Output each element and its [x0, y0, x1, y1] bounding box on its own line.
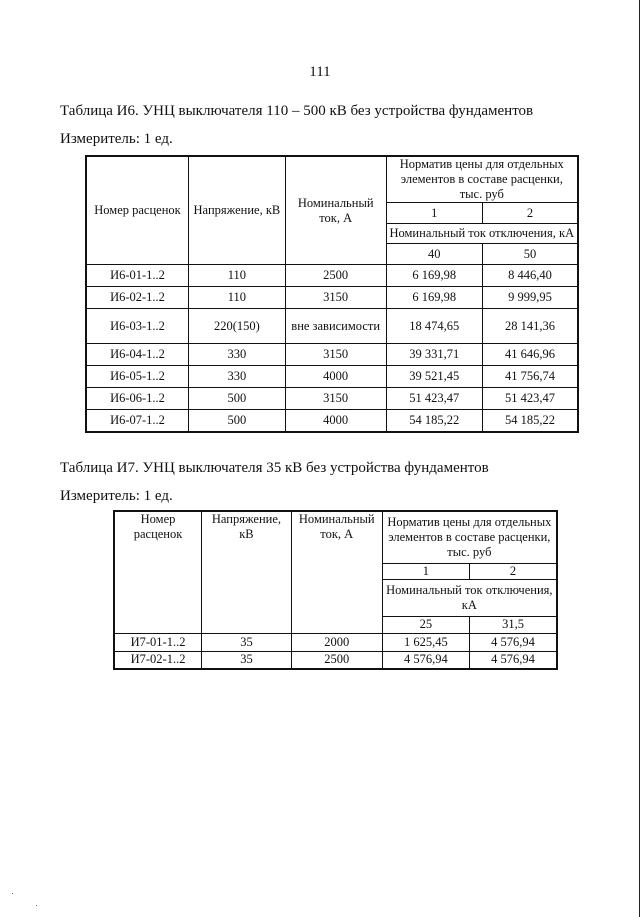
scan-speck: [36, 905, 37, 906]
t6-header-col1: 1: [386, 203, 482, 224]
table6-caption: Таблица И6. УНЦ выключателя 110 – 500 кВ без устройства фундаментов: [60, 103, 534, 119]
table-row: [86, 265, 578, 287]
t6-cell: 110: [189, 265, 286, 287]
t7-header-voltage: Напряжение, кВ: [202, 511, 292, 633]
t6-cell: 330: [189, 344, 286, 366]
t7-header-col2: 2: [470, 563, 557, 579]
t6-cell: 41 756,74: [483, 366, 578, 388]
t6-header-code: Номер расценок: [86, 156, 189, 265]
t7-cell: 4 576,94: [470, 651, 557, 669]
t7-cell: 35: [202, 651, 292, 669]
t6-cell: 51 423,47: [386, 388, 482, 410]
t6-cell: 6 169,98: [386, 287, 482, 309]
t6-cell: 41 646,96: [483, 344, 578, 366]
t6-cell: 3150: [285, 287, 386, 309]
t6-header-price: Норматив цены для отдельных элементов в составе расценки, тыс. руб: [386, 156, 578, 203]
t6-cell: 330: [189, 366, 286, 388]
t7-header-current: Номинальный ток, А: [291, 511, 382, 633]
t7-cell: И7-01-1..2: [114, 633, 202, 651]
t6-cell: вне зависимости: [285, 309, 386, 344]
t6-cell: 8 446,40: [483, 265, 578, 287]
t6-cell: И6-04-1..2: [86, 344, 189, 366]
t6-cell: 39 331,71: [386, 344, 482, 366]
t7-cell: И7-02-1..2: [114, 651, 202, 669]
t7-header-price: Норматив цены для отдельных элементов в составе расценки, тыс. руб: [382, 511, 557, 563]
t6-cell: 2500: [285, 265, 386, 287]
t7-header-col1: 1: [382, 563, 469, 579]
t6-cell: 500: [189, 388, 286, 410]
table-row: [86, 287, 578, 309]
table-row: [114, 651, 557, 669]
t7-cell: 4 576,94: [470, 633, 557, 651]
t6-cell: И6-07-1..2: [86, 410, 189, 432]
page-number: 111: [309, 64, 331, 80]
t7-cell: 2000: [291, 633, 382, 651]
t7-header-code: Номер расценок: [114, 511, 202, 633]
table6-measure: Измеритель: 1 ед.: [60, 131, 173, 147]
t7-cell: 35: [202, 633, 292, 651]
t6-cell: 220(150): [189, 309, 286, 344]
t6-header-current: Номинальный ток, А: [285, 156, 386, 265]
t6-cell: И6-01-1..2: [86, 265, 189, 287]
t6-cell: 54 185,22: [386, 410, 482, 432]
t6-cell: 18 474,65: [386, 309, 482, 344]
t6-cell: 39 521,45: [386, 366, 482, 388]
t6-cell: 3150: [285, 388, 386, 410]
t6-cell: И6-05-1..2: [86, 366, 189, 388]
t7-header-b2: 31,5: [470, 616, 557, 633]
t6-cell: 500: [189, 410, 286, 432]
t6-cell: И6-06-1..2: [86, 388, 189, 410]
table-row: [86, 344, 578, 366]
table-row: [86, 388, 578, 410]
t6-cell: 110: [189, 287, 286, 309]
t6-header-breaking: Номинальный ток отключения, кА: [386, 224, 578, 244]
t7-cell: 4 576,94: [382, 651, 469, 669]
table7-caption: Таблица И7. УНЦ выключателя 35 кВ без устройства фундаментов: [60, 460, 489, 476]
t7-header-breaking: Номинальный ток отключения, кА: [382, 579, 557, 616]
t6-header-voltage: Напряжение, кВ: [189, 156, 286, 265]
scan-speck: [12, 893, 13, 894]
t7-cell: 1 625,45: [382, 633, 469, 651]
t7-cell: 2500: [291, 651, 382, 669]
t6-header-b2: 50: [483, 244, 578, 265]
table7: [113, 510, 558, 670]
table-row: [86, 309, 578, 344]
t6-cell: 4000: [285, 410, 386, 432]
table-row: [86, 410, 578, 432]
t6-header-col2: 2: [483, 203, 578, 224]
t6-cell: 51 423,47: [483, 388, 578, 410]
table-row: [86, 366, 578, 388]
t6-header-b1: 40: [386, 244, 482, 265]
table6: [85, 155, 579, 433]
t6-cell: 54 185,22: [483, 410, 578, 432]
t6-cell: И6-03-1..2: [86, 309, 189, 344]
t6-cell: 3150: [285, 344, 386, 366]
t6-cell: 4000: [285, 366, 386, 388]
table7-measure: Измеритель: 1 ед.: [60, 488, 173, 504]
t6-cell: 6 169,98: [386, 265, 482, 287]
t6-cell: 28 141,36: [483, 309, 578, 344]
t7-header-b1: 25: [382, 616, 469, 633]
table-row: [114, 633, 557, 651]
t6-cell: И6-02-1..2: [86, 287, 189, 309]
t6-cell: 9 999,95: [483, 287, 578, 309]
